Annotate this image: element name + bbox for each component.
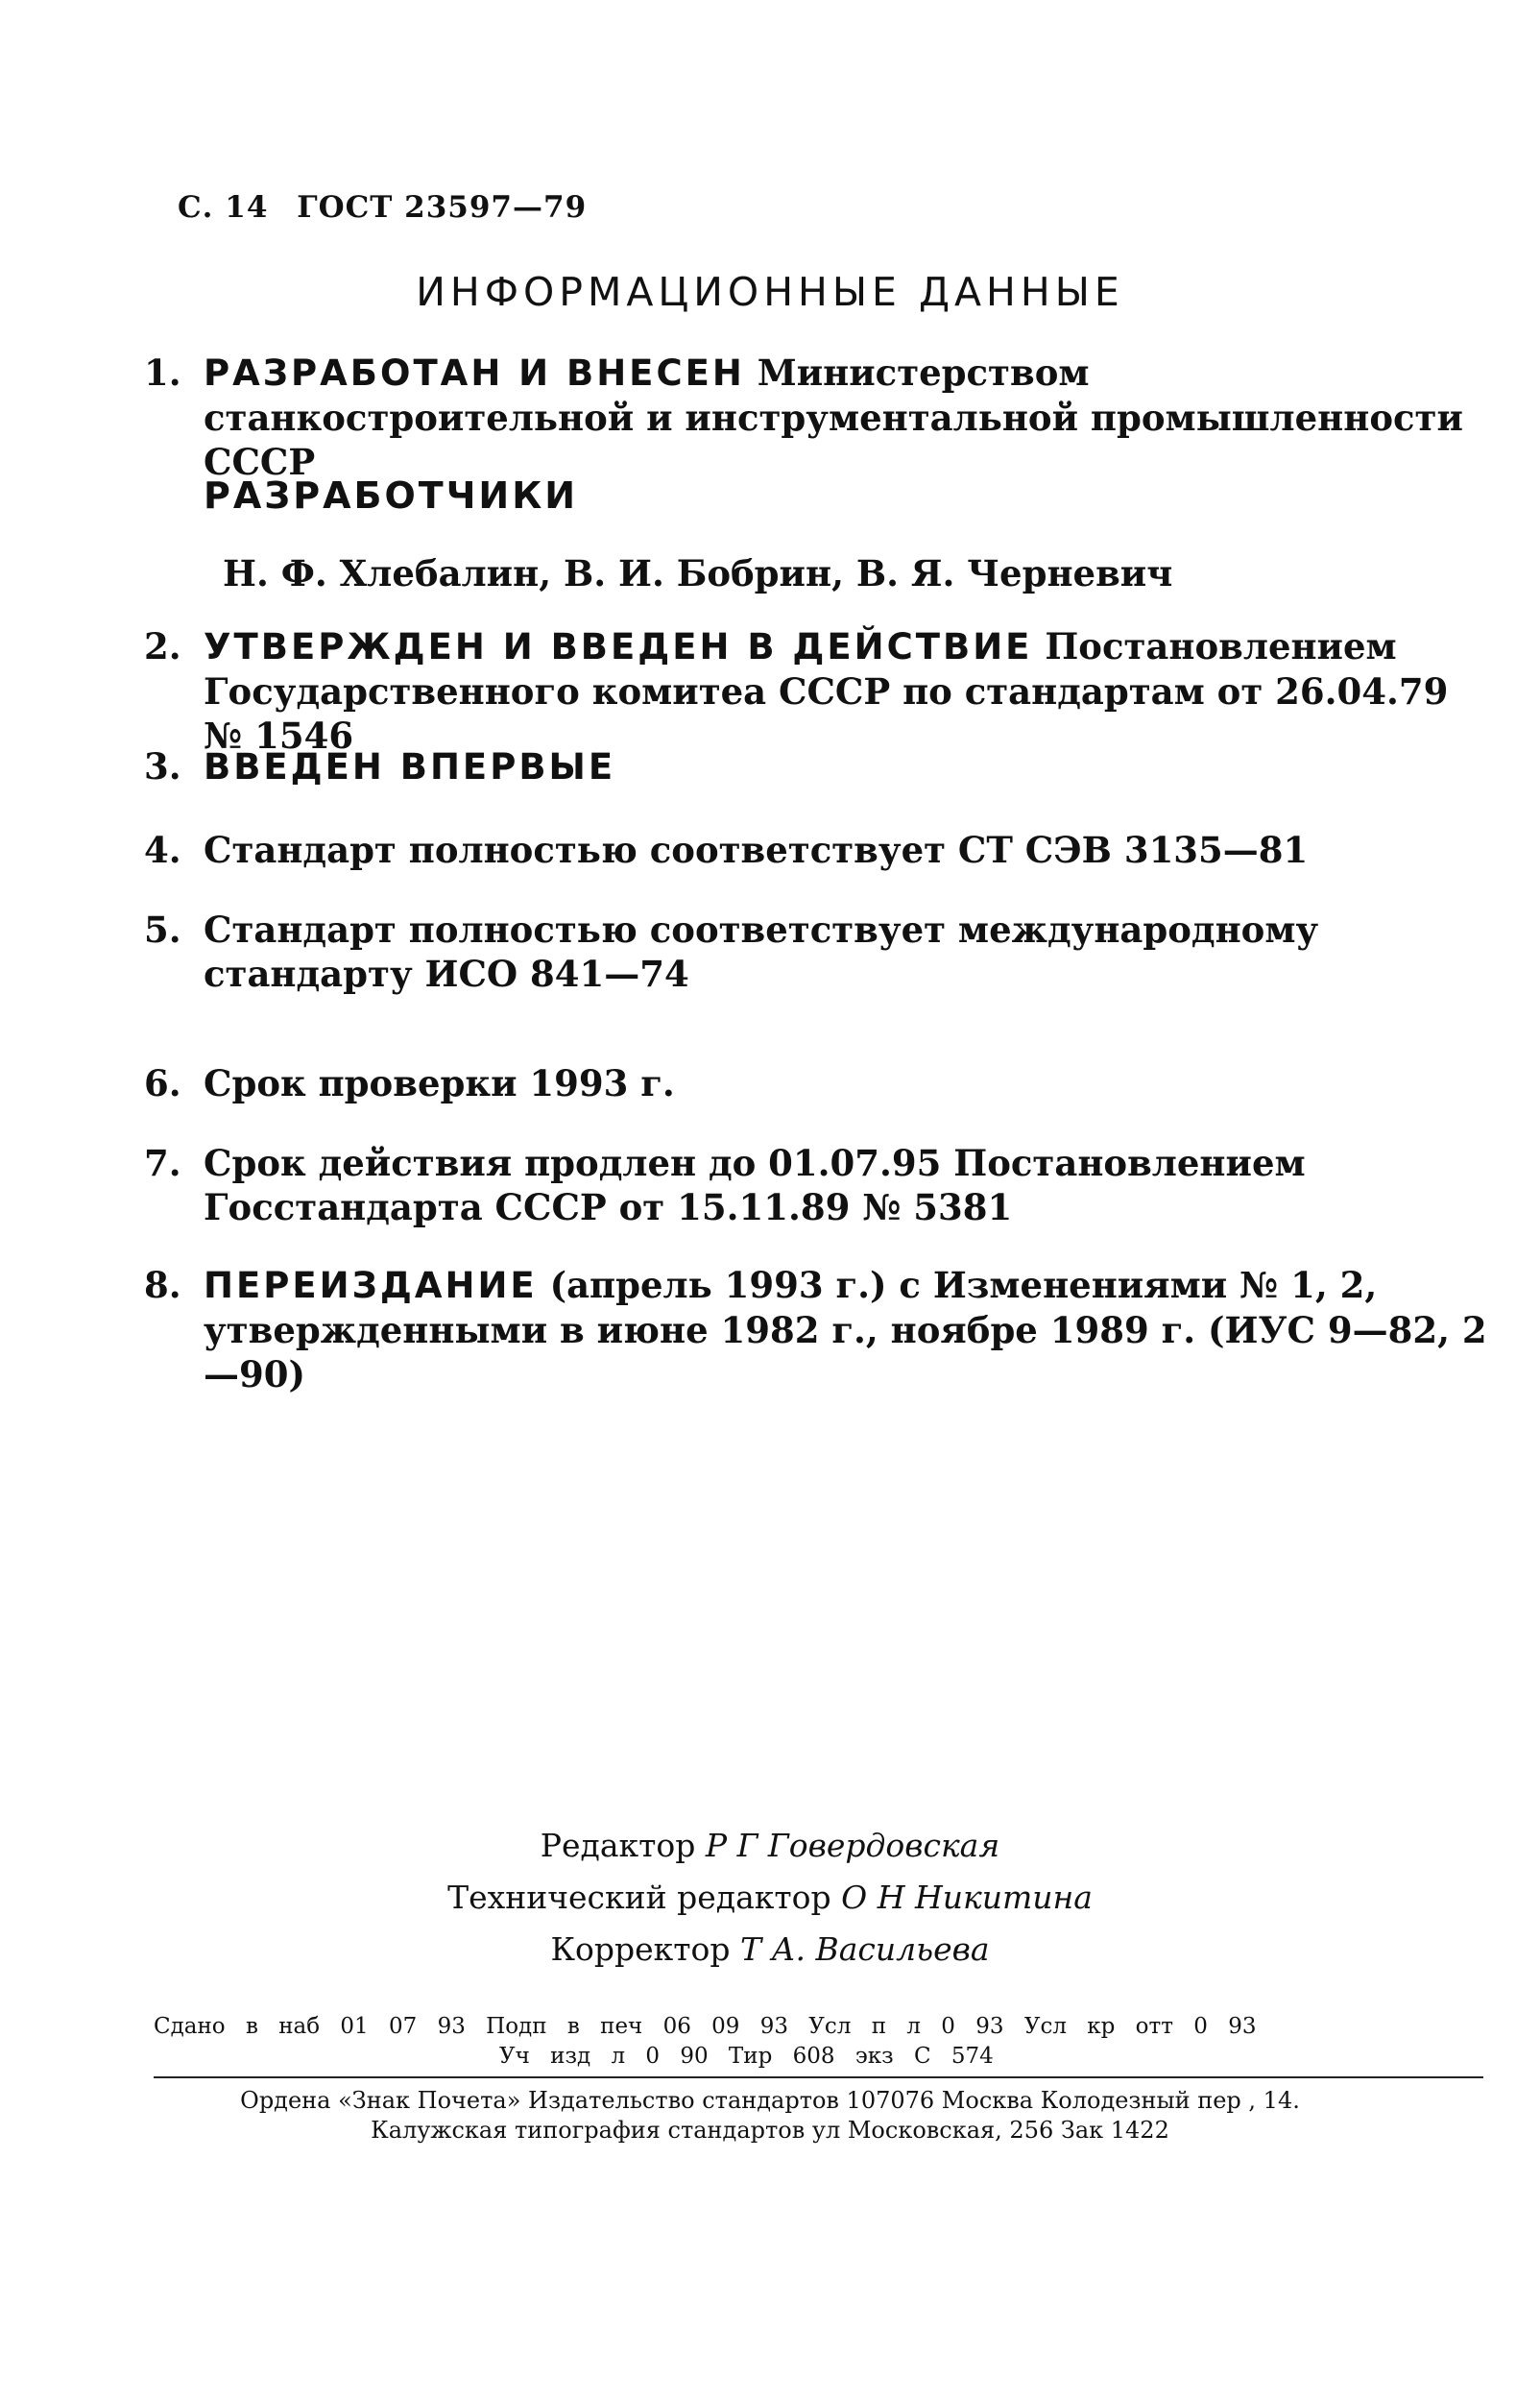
list-item <box>144 908 1488 996</box>
imprint-line-1: Сдано в наб 01 07 93 Подп в печ 06 09 93 Усл п л 0 93 Усл кр отт 0 93 <box>154 2014 1257 2039</box>
item-text: Министерством станкостроительной и инструментальной промышленности СССР <box>204 352 1463 483</box>
item-number: 2. <box>144 625 181 667</box>
imprint-line-2: Уч изд л 0 90 Тир 608 экз С 574 <box>499 2044 994 2069</box>
item-number: 7. <box>144 1142 181 1184</box>
divider-rule <box>154 2076 1483 2078</box>
credit-role: Корректор <box>550 1930 731 1968</box>
credit-name: О Н Никитина <box>841 1879 1093 1916</box>
item-text: Постановлением Государственного комитеа СССР по стандартам от 26.04.79 № 1546 <box>204 625 1449 757</box>
item-number: 3. <box>144 745 181 788</box>
developers-list: Н. Ф. Хлебалин, В. И. Бобрин, В. Я. Черневич <box>223 552 1173 594</box>
item-number: 5. <box>144 909 181 951</box>
list-item <box>144 624 1488 758</box>
imprint-line-4: Калужская типография стандартов ул Московская, 256 Зак 1422 <box>371 2117 1169 2144</box>
credits-block <box>0 1820 1540 1976</box>
list-item <box>144 1263 1488 1396</box>
credit-role: Технический редактор <box>447 1879 831 1916</box>
item-text: (апрель 1993 г.) с Изменениями № 1, 2, утвержденными в июне 1982 г., ноябре 1989 г. (ИУС 9—82, 2—90) <box>204 1264 1487 1395</box>
item-text: Стандарт полностью соответствует международному стандарту ИСО 841—74 <box>204 909 1319 995</box>
item-text: Стандарт полностью соответствует СТ СЭВ 3135—81 <box>204 829 1309 871</box>
imprint-publisher <box>0 2086 1540 2146</box>
item-number: 4. <box>144 829 181 871</box>
credit-name: Т А. Васильева <box>740 1930 990 1968</box>
credit-proofreader <box>0 1924 1540 1976</box>
page-number: С. 14 <box>178 190 269 225</box>
imprint-line-3: Ордена «Знак Почета» Издательство стандартов 107076 Москва Колодезный пер , 14. <box>240 2087 1300 2114</box>
page-header <box>178 190 604 225</box>
document-title: ИНФОРМАЦИОННЫЕ ДАННЫЕ <box>416 269 1124 315</box>
list-item <box>144 744 1488 789</box>
item-number: 8. <box>144 1264 181 1306</box>
standard-designation: ГОСТ 23597—79 <box>297 190 588 225</box>
credit-editor <box>0 1820 1540 1872</box>
item-lead: УТВЕРЖДЕН И ВВЕДЕН В ДЕЙСТВИЕ <box>204 626 1033 667</box>
item-number: 6. <box>144 1062 181 1104</box>
item-lead: РАЗРАБОТАН И ВНЕСЕН <box>204 352 745 394</box>
item-text: Срок действия продлен до 01.07.95 Постановлением Госстандарта СССР от 15.11.89 № 5381 <box>204 1142 1306 1228</box>
item-number: 1. <box>144 352 181 394</box>
list-item <box>144 1141 1488 1229</box>
list-item <box>144 351 1488 484</box>
credit-name: Р Г Говердовская <box>705 1827 1000 1864</box>
item-text: Срок проверки 1993 г. <box>204 1062 675 1104</box>
developers-heading: РАЗРАБОТЧИКИ <box>204 474 579 517</box>
item-lead: ВВЕДЕН ВПЕРВЫЕ <box>204 746 616 788</box>
credit-tech-editor <box>0 1872 1540 1924</box>
list-item <box>144 1061 1488 1105</box>
list-item <box>144 828 1488 872</box>
item-lead: ПЕРЕИЗДАНИЕ <box>204 1265 538 1306</box>
credit-role: Редактор <box>540 1827 696 1864</box>
